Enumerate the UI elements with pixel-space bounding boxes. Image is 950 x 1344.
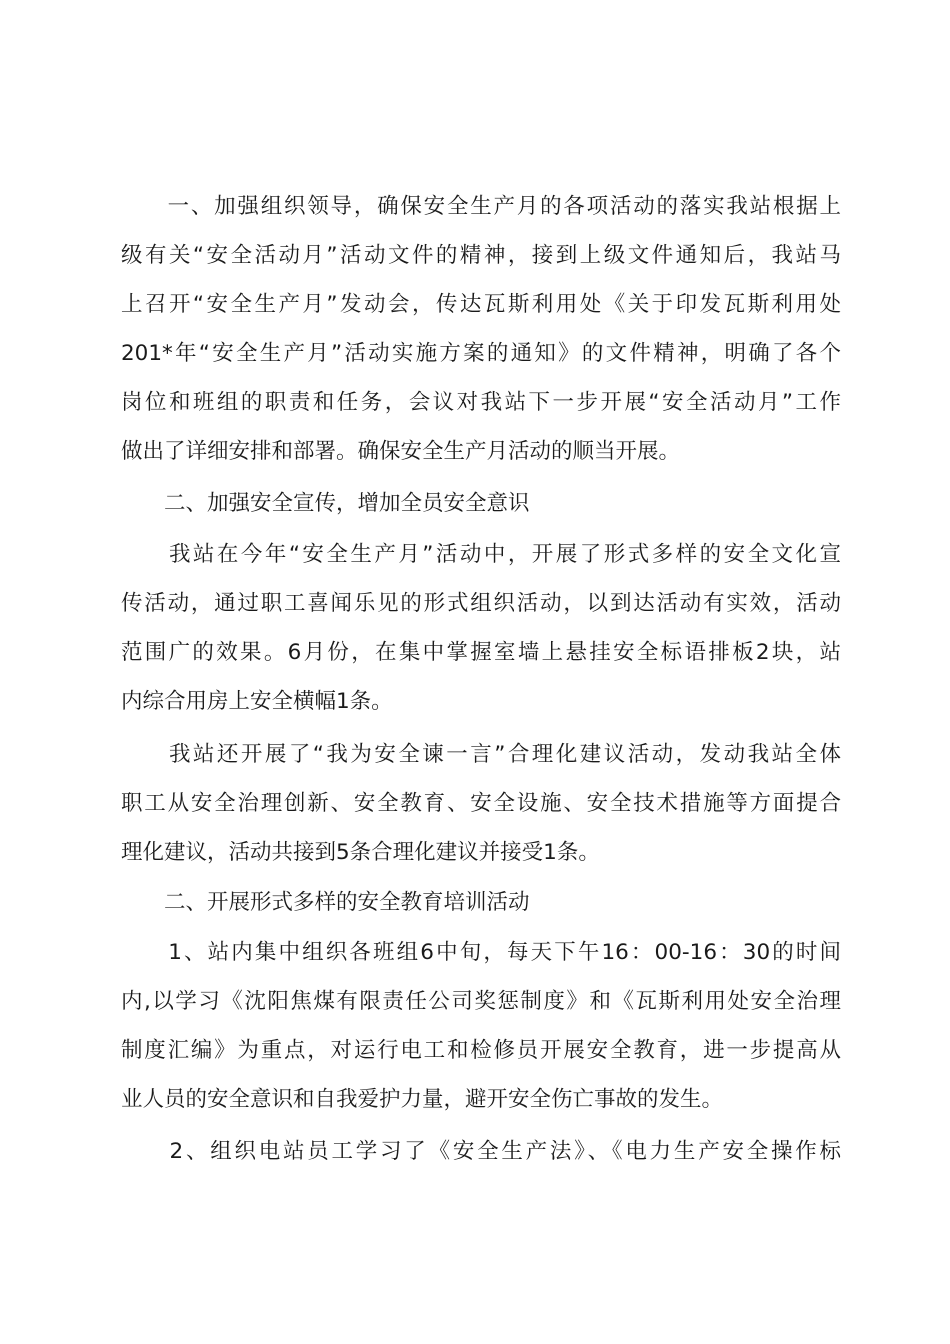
paragraph-2-line-3: 范围广的效果。6月份，在集中掌握室墙上悬挂安全标语排板2块，站	[121, 640, 841, 665]
paragraph-4-line-3: 制度汇编》为重点，对运行电工和检修员开展安全教育，进一步提高从	[121, 1038, 841, 1063]
paragraph-4-line-1: 1、站内集中组织各班组6中旬，每天下午16：00-16：30的时间	[121, 940, 841, 965]
paragraph-1-line-3: 上召开“安全生产月”发动会，传达瓦斯利用处《关于印发瓦斯利用处	[121, 292, 841, 317]
paragraph-3-line-3: 理化建议，活动共接到5条合理化建议并接受1条。	[121, 840, 600, 865]
paragraph-2-line-2: 传活动，通过职工喜闻乐见的形式组织活动，以到达活动有实效，活动	[121, 591, 841, 616]
paragraph-2-line-1: 我站在今年“安全生产月”活动中，开展了形式多样的安全文化宣	[121, 542, 841, 567]
paragraph-5-line-1: 2、组织电站员工学习了《安全生产法》、《电力生产安全操作标	[121, 1139, 841, 1164]
paragraph-4-line-4: 业人员的安全意识和自我爱护力量，避开安全伤亡事故的发生。	[121, 1087, 724, 1112]
paragraph-1-line-5: 岗位和班组的职责和任务，会议对我站下一步开展“安全活动月”工作	[121, 390, 841, 415]
paragraph-3-line-2: 职工从安全治理创新、安全教育、安全设施、安全技术措施等方面提合	[121, 791, 841, 816]
paragraph-1-line-1: 一、加强组织领导，确保安全生产月的各项活动的落实我站根据上	[121, 194, 841, 219]
paragraph-4-line-2: 内,以学习《沈阳焦煤有限责任公司奖惩制度》和《瓦斯利用处安全治理	[121, 989, 841, 1014]
section-heading-3: 二、开展形式多样的安全教育培训活动	[121, 890, 530, 915]
paragraph-1-line-4: 201*年“安全生产月”活动实施方案的通知》的文件精神，明确了各个	[121, 341, 841, 366]
paragraph-1-line-6: 做出了详细安排和部署。确保安全生产月活动的顺当开展。	[121, 439, 681, 464]
paragraph-2-line-4: 内综合用房上安全横幅1条。	[121, 689, 393, 714]
paragraph-1-line-2: 级有关“安全活动月”活动文件的精神，接到上级文件通知后，我站马	[121, 243, 841, 268]
paragraph-3-line-1: 我站还开展了“我为安全谏一言”合理化建议活动，发动我站全体	[121, 742, 841, 767]
section-heading-2: 二、加强安全宣传，增加全员安全意识	[121, 491, 530, 516]
